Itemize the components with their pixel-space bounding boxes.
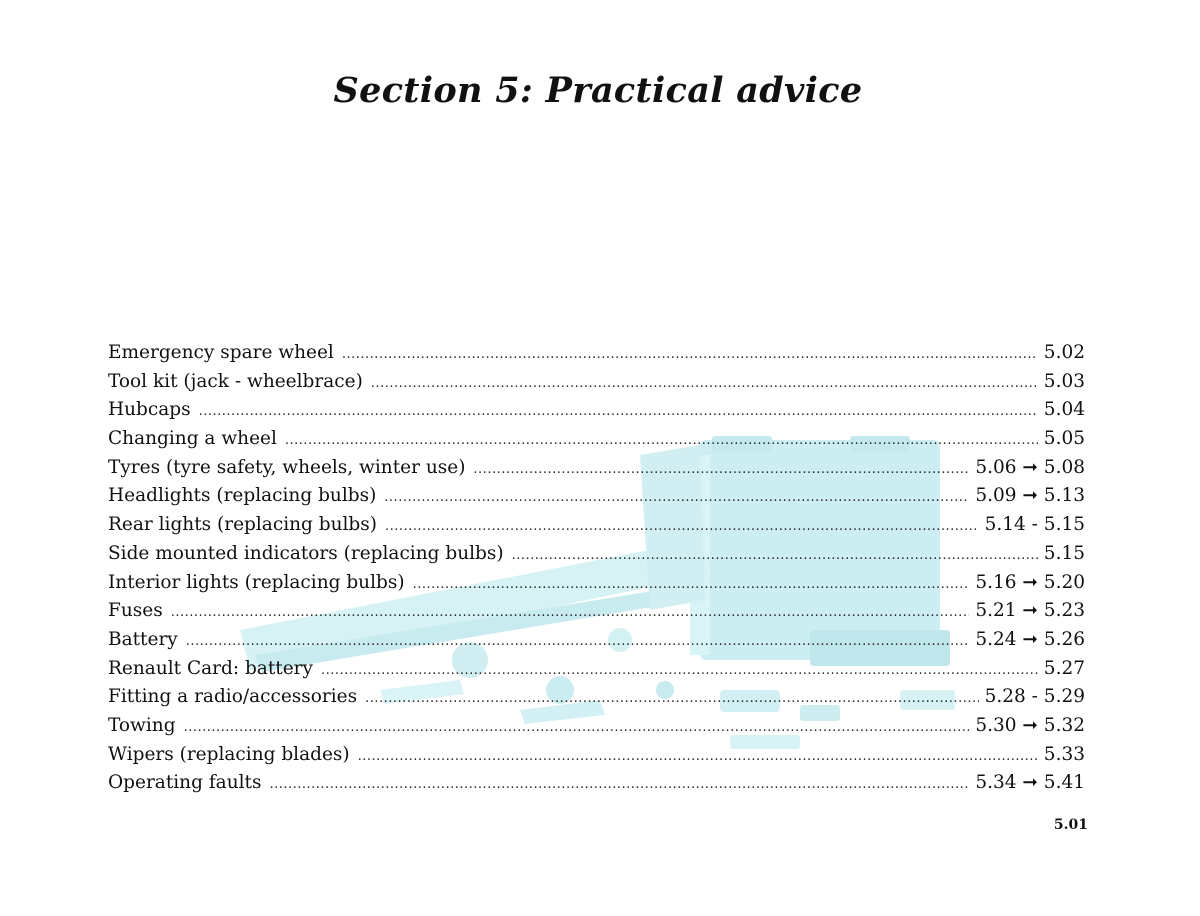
toc-entry[interactable] <box>108 658 1085 687</box>
toc-entry[interactable] <box>108 514 1085 543</box>
toc-entry[interactable] <box>108 428 1085 457</box>
toc-entry[interactable] <box>108 686 1085 715</box>
toc-leader-dots <box>342 347 1038 362</box>
toc-entry-label: Battery <box>108 628 178 650</box>
page-number: 5.01 <box>1053 817 1088 833</box>
toc-entry-page: 5.05 <box>1043 428 1085 450</box>
toc-entry-label: Changing a wheel <box>108 428 277 450</box>
page-title: Section 5: Practical advice <box>333 70 863 111</box>
toc-entry[interactable] <box>108 485 1085 514</box>
toc-entry-label: Fitting a radio/accessories <box>108 686 358 708</box>
toc-entry-label: Headlights (replacing bulbs) <box>108 485 377 507</box>
toc-entry-page: 5.03 <box>1043 370 1085 392</box>
toc-leader-dots <box>384 490 969 505</box>
toc-entry[interactable] <box>108 744 1085 773</box>
toc-leader-dots <box>385 519 979 534</box>
toc-entry-page: 5.27 <box>1043 657 1085 679</box>
toc-entry-label: Hubcaps <box>108 399 191 421</box>
toc-entry-label: Tool kit (jack - wheelbrace) <box>108 370 363 392</box>
toc-entry[interactable] <box>108 629 1085 658</box>
toc-entry-label: Renault Card: battery <box>108 657 313 679</box>
toc-leader-dots <box>269 777 969 792</box>
toc-leader-dots <box>171 605 970 620</box>
toc-leader-dots <box>285 433 1038 448</box>
toc-leader-dots <box>186 634 970 649</box>
toc-entry[interactable] <box>108 399 1085 428</box>
toc-entry-page: 5.28 - 5.29 <box>984 686 1085 708</box>
toc-entry-label: Fuses <box>108 600 163 622</box>
toc-entry-page: 5.21 ➞ 5.23 <box>975 600 1085 622</box>
toc-entry-label: Side mounted indicators (replacing bulbs) <box>108 542 504 564</box>
table-of-contents <box>108 342 1085 801</box>
toc-entry-page: 5.33 <box>1043 743 1085 765</box>
toc-entry[interactable] <box>108 371 1085 400</box>
toc-entry-label: Wipers (replacing blades) <box>108 743 350 765</box>
toc-entry-page: 5.34 ➞ 5.41 <box>975 772 1085 794</box>
toc-leader-dots <box>199 404 1038 419</box>
toc-leader-dots <box>473 462 969 477</box>
toc-entry-label: Rear lights (replacing bulbs) <box>108 514 377 536</box>
toc-entry-page: 5.30 ➞ 5.32 <box>975 714 1085 736</box>
toc-entry[interactable] <box>108 342 1085 371</box>
toc-entry-page: 5.09 ➞ 5.13 <box>975 485 1085 507</box>
toc-entry[interactable] <box>108 772 1085 801</box>
toc-entry-page: 5.04 <box>1043 399 1085 421</box>
toc-entry-label: Emergency spare wheel <box>108 342 334 363</box>
toc-entry-page: 5.15 <box>1043 542 1085 564</box>
toc-leader-dots <box>358 749 1038 764</box>
toc-entry[interactable] <box>108 457 1085 486</box>
toc-entry-page: 5.06 ➞ 5.08 <box>975 456 1085 478</box>
toc-entry[interactable] <box>108 543 1085 572</box>
toc-entry-page: 5.02 <box>1043 342 1085 363</box>
toc-entry-page: 5.14 - 5.15 <box>984 514 1085 536</box>
toc-leader-dots <box>365 691 978 706</box>
toc-entry-label: Towing <box>108 714 176 736</box>
toc-entry[interactable] <box>108 600 1085 629</box>
toc-entry[interactable] <box>108 572 1085 601</box>
toc-entry-label: Interior lights (replacing bulbs) <box>108 571 405 593</box>
toc-leader-dots <box>512 548 1038 563</box>
toc-leader-dots <box>184 720 970 735</box>
toc-entry-label: Tyres (tyre safety, wheels, winter use) <box>108 456 466 478</box>
toc-leader-dots <box>413 577 970 592</box>
toc-entry-page: 5.24 ➞ 5.26 <box>975 628 1085 650</box>
toc-leader-dots <box>321 663 1038 678</box>
toc-entry-label: Operating faults <box>108 772 262 794</box>
toc-leader-dots <box>371 376 1038 391</box>
toc-entry[interactable] <box>108 715 1085 744</box>
toc-entry-page: 5.16 ➞ 5.20 <box>975 571 1085 593</box>
